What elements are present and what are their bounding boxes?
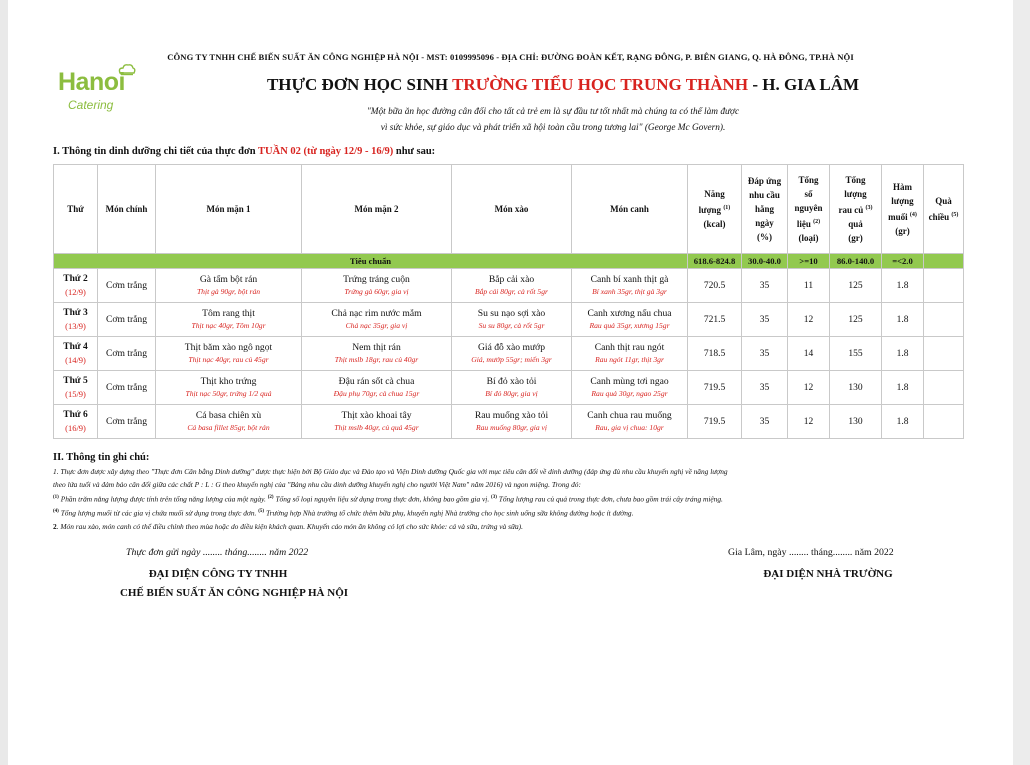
afternoon-snack-cell: [924, 371, 964, 405]
dish-cell-man1: [156, 269, 302, 303]
afternoon-snack-cell: [924, 269, 964, 303]
footnote-text: Tổng số loại nguyên liệu sử dụng trong thực đơn, không bao gồm gia vị.: [273, 494, 490, 504]
dish-cell-xao: [452, 337, 572, 371]
quote-line-1: "Một bữa ăn học đường cân đối cho tất cả trẻ em là sự đầu tư tốt nhất mà chúng ta có thể làm được: [366, 107, 740, 117]
company-name-signature: CHẾ BIẾN SUẤT ĂN CÔNG NGHIỆP HÀ NỘI: [119, 587, 349, 599]
dish-cell-man2: [302, 405, 452, 439]
dish-name: Canh mùng tơi ngao: [590, 376, 669, 387]
value-ingredients: 14: [788, 337, 830, 371]
standard-snack: [924, 254, 964, 269]
dish-cell-xao: [452, 371, 572, 405]
logo-word: Hanoi: [58, 68, 125, 96]
dish-name: Tôm rang thịt: [202, 308, 255, 319]
dish-name: Cá basa chiên xù: [195, 410, 262, 421]
menu-table: [53, 164, 964, 439]
footnote-mark: (1): [53, 495, 59, 500]
dish-cell-canh: [572, 337, 688, 371]
dish-name: Chả nạc rim nước mắm: [331, 308, 422, 319]
dish-name: Su su nạo sợi xào: [477, 308, 546, 319]
value-veg: 130: [830, 405, 882, 439]
dish-ingredients: Rau ngót 11gr, thịt 3gr: [595, 355, 664, 364]
standard-percent: 30.0-40.0: [742, 254, 788, 269]
viewer-background-edge: [1013, 0, 1030, 765]
dish-name: Bắp cải xào: [488, 274, 535, 285]
header-text: Hàm: [893, 182, 912, 192]
dish-name: Rau muống xào tỏi: [474, 410, 549, 421]
dish-cell-xao: [452, 303, 572, 337]
standard-veg: 86.0-140.0: [830, 254, 882, 269]
day-date: (13/9): [65, 321, 86, 331]
page-title: [188, 75, 938, 95]
header-text: quả: [848, 219, 863, 229]
col-header-man1: Món mặn 1: [156, 165, 302, 254]
note-number: 2: [53, 521, 57, 531]
dish-cell-man2: [302, 269, 452, 303]
value-salt: 1.8: [882, 371, 924, 405]
footnote-mark: (5): [951, 212, 959, 218]
dish-ingredients: Đậu phụ 70gr, cà chua 15gr: [333, 389, 420, 398]
header-text: ngày: [755, 218, 774, 228]
dish-ingredients: Bí xanh 35gr, thịt gà 3gr: [592, 287, 667, 296]
header-text: Năng: [704, 189, 725, 199]
dish-name: Trứng tráng cuộn: [343, 274, 410, 285]
note-footnotes-1-3: [53, 491, 953, 505]
note-2: [53, 520, 953, 533]
day-cell: [54, 269, 98, 303]
header-text: (gr): [895, 226, 910, 236]
header-text: nguyên: [794, 203, 823, 213]
col-header-xao: Món xào: [452, 165, 572, 254]
day-name: Thứ 6: [63, 410, 88, 420]
dish-cell-man1: [156, 405, 302, 439]
footnote-mark: (3): [491, 495, 497, 500]
value-percent: 35: [742, 269, 788, 303]
dish-ingredients: Thịt nạc 40gr, rau củ 45gr: [188, 355, 269, 364]
day-date: (15/9): [65, 389, 86, 399]
dish-ingredients: Cá basa fillet 85gr, bột rán: [187, 423, 270, 432]
section-2-heading: II. Thông tin ghi chú:: [53, 452, 150, 463]
dish-ingredients: Bắp cải 80gr, cà rốt 5gr: [475, 287, 548, 296]
dish-cell-man2: [302, 371, 452, 405]
document-page: [8, 0, 1013, 765]
dish-name: Gà tẩm bột rán: [199, 274, 258, 285]
chef-hat-icon: [118, 64, 136, 76]
dish-name: Canh xương nấu chua: [587, 308, 672, 319]
footnote-text: Phần trăm năng lượng được tính trên tổng năng lượng của một ngày.: [58, 494, 266, 504]
day-name: Thứ 2: [63, 274, 88, 284]
value-percent: 35: [742, 303, 788, 337]
value-energy: 719.5: [688, 371, 742, 405]
col-header-percent: [742, 165, 788, 254]
col-header-salt: [882, 165, 924, 254]
day-date: (16/9): [65, 423, 86, 433]
header-text: Đáp ứng: [747, 176, 782, 186]
value-energy: 719.5: [688, 405, 742, 439]
header-text: (%): [757, 232, 772, 242]
value-percent: 35: [742, 337, 788, 371]
menu-day-row: [54, 405, 964, 439]
header-text: [882, 208, 923, 224]
value-veg: 130: [830, 371, 882, 405]
note-1-line-a: 1. Thực đơn được xây dựng theo "Thực đơn Cân bằng Dinh dưỡng" được thực hiện bởi Bộ Giáo dục và Đào tạo và Viện Dinh dưỡng Quốc gia với mục tiêu cân đối về dinh dưỡng (đáp ứng đủ nhu cầu khuyến nghị về năng lượng: [53, 467, 728, 476]
dish-cell-man1: [156, 371, 302, 405]
dish-cell-man1: [156, 303, 302, 337]
value-ingredients: 12: [788, 371, 830, 405]
footnote-mark: (4): [53, 509, 59, 515]
day-cell: [54, 303, 98, 337]
dish-ingredients: Rau muống 80gr, gia vị: [475, 423, 548, 432]
dish-cell-xao: [452, 405, 572, 439]
value-salt: 1.8: [882, 303, 924, 337]
header-text: Tổng: [845, 175, 866, 185]
dish-cell-man1: [156, 337, 302, 371]
value-salt: 1.8: [882, 337, 924, 371]
day-cell: [54, 337, 98, 371]
notes-block: [53, 465, 953, 533]
main-dish: Cơm trắng: [98, 269, 156, 303]
dish-cell-canh: [572, 405, 688, 439]
dish-cell-man2: [302, 303, 452, 337]
dish-ingredients: Chả nạc 35gr, gia vị: [345, 321, 408, 330]
footnote-mark: (2): [267, 495, 274, 500]
footnote-text: Tổng lượng rau củ quả trong thực đơn, chưa bao gồm trái cây tráng miệng.: [496, 494, 723, 504]
header-text: [688, 201, 741, 217]
dish-name: Canh bí xanh thịt gà: [590, 274, 669, 285]
dish-cell-xao: [452, 269, 572, 303]
afternoon-snack-cell: [924, 405, 964, 439]
header-text-part: Quà chiều: [928, 196, 952, 222]
dish-name: Bí đỏ xào tỏi: [486, 376, 537, 387]
section-1-suffix: như sau:: [393, 146, 436, 157]
main-dish: Cơm trắng: [98, 337, 156, 371]
header-text-part: rau củ: [838, 205, 864, 215]
value-salt: 1.8: [882, 405, 924, 439]
dish-cell-man2: [302, 337, 452, 371]
title-suffix: - H. GIA LÂM: [748, 75, 860, 94]
standard-ingredients: >=10: [788, 254, 830, 269]
value-ingredients: 12: [788, 303, 830, 337]
company-info-line: CÔNG TY TNHH CHẾ BIẾN SUẤT ĂN CÔNG NGHIỆP HÀ NỘI - MST: 0109995096 - ĐỊA CHỈ: ĐƯỜNG ĐOÀN KẾT, RẠNG ĐÔNG, P. BIÊN GIANG, Q. HÀ ĐÔNG, TP.HÀ NỘI: [167, 52, 854, 62]
header-text: lượng: [844, 189, 867, 199]
company-representative-title: ĐẠI DIỆN CÔNG TY TNHH: [148, 568, 288, 580]
value-salt: 1.8: [882, 269, 924, 303]
section-1-heading: [53, 146, 435, 157]
value-ingredients: 11: [788, 269, 830, 303]
note-text: . Món rau xào, món canh có thể điều chỉnh theo mùa hoặc do điều kiện khách quan. Khuyến cáo món ăn không có lợi cho sức khỏe: cá và sữa, trứng và sữa).: [56, 521, 523, 531]
value-ingredients: 12: [788, 405, 830, 439]
day-name: Thứ 3: [63, 308, 88, 318]
logo-subtitle: Catering: [68, 98, 114, 112]
col-header-energy: [688, 165, 742, 254]
afternoon-snack-cell: [924, 337, 964, 371]
dish-name: Thịt xào khoai tây: [341, 410, 412, 421]
footnote-mark: (4): [909, 212, 917, 218]
standard-salt: =<2.0: [882, 254, 924, 269]
dish-cell-canh: [572, 269, 688, 303]
dish-ingredients: Rau, gia vị chua: 10gr: [595, 423, 664, 432]
standard-label: Tiêu chuẩn: [54, 254, 688, 269]
header-text: số: [804, 189, 813, 199]
footnote-text: Tổng lượng muối từ các gia vị chứa muối sử dụng trong thực đơn.: [58, 508, 257, 518]
dish-name: Giá đỗ xào mướp: [477, 342, 546, 353]
day-cell: [54, 371, 98, 405]
dish-ingredients: Su su 80gr, cà rốt 5gr: [478, 321, 545, 330]
value-veg: 125: [830, 303, 882, 337]
dish-ingredients: Thịt mslb 18gr, rau củ 40gr: [334, 355, 419, 364]
dish-ingredients: Thịt nạc 40gr, Tôm 10gr: [191, 321, 266, 330]
value-percent: 35: [742, 371, 788, 405]
header-text-part: muối: [888, 212, 908, 222]
note-1-line-b: theo lứa tuổi và đảm bảo cân đối giữa các chất P : L : G theo khuyến nghị của "Bảng nhu cầu dinh dưỡng khuyến nghị cho người Việt Nam" năm 2016) và ngon miệng. Trong đó:: [53, 480, 581, 489]
col-header-afternoon-snack: [924, 165, 964, 254]
dish-name: Thịt băm xào ngô ngọt: [184, 342, 273, 353]
day-cell: [54, 405, 98, 439]
header-text-part: liệu: [796, 219, 811, 229]
value-energy: 720.5: [688, 269, 742, 303]
dish-ingredients: Rau quả 35gr, xương 15gr: [589, 321, 670, 330]
dish-ingredients: Trứng gà 60gr, gia vị: [344, 287, 409, 296]
dish-name: Thịt kho trứng: [200, 376, 257, 387]
header-text: (loại): [798, 233, 819, 243]
value-veg: 125: [830, 269, 882, 303]
main-dish: Cơm trắng: [98, 371, 156, 405]
main-dish: Cơm trắng: [98, 303, 156, 337]
menu-day-row: [54, 269, 964, 303]
col-header-canh: Món canh: [572, 165, 688, 254]
value-energy: 721.5: [688, 303, 742, 337]
footnote-text: Trường hợp Nhà trường tổ chức thêm bữa phụ, khuyến nghị Nhà trường cho học sinh uống sữa không đường hoặc ít đường.: [264, 508, 634, 518]
dish-ingredients: Giá, mướp 55gr; miến 3gr: [471, 355, 552, 364]
value-energy: 718.5: [688, 337, 742, 371]
day-date: (12/9): [65, 287, 86, 297]
col-header-ingredients: [788, 165, 830, 254]
standard-row: [54, 254, 964, 269]
header-text: lượng: [891, 196, 914, 206]
dish-ingredients: Thịt mslb 40gr, củ quả 45gr: [334, 423, 419, 432]
value-percent: 35: [742, 405, 788, 439]
header-text: [830, 201, 881, 217]
menu-day-row: [54, 337, 964, 371]
dish-name: Canh thịt rau ngót: [594, 342, 665, 353]
afternoon-snack-cell: [924, 303, 964, 337]
header-text: nhu cầu: [749, 190, 780, 200]
header-text: hằng: [754, 204, 774, 214]
day-name: Thứ 4: [63, 342, 88, 352]
footnote-mark: (1): [723, 205, 731, 211]
footnote-mark: (3): [865, 205, 873, 211]
day-name: Thứ 5: [63, 376, 88, 386]
header-text: (kcal): [703, 219, 726, 229]
main-dish: Cơm trắng: [98, 405, 156, 439]
company-date-line: Thực đơn gửi ngày ........ tháng........ năm 2022: [126, 547, 309, 558]
footnote-mark: (2): [813, 219, 821, 225]
dish-ingredients: Bí đỏ 80gr, gia vị: [485, 389, 538, 398]
footnote-mark: (5): [258, 509, 265, 515]
dish-cell-canh: [572, 303, 688, 337]
col-header-main: Món chính: [98, 165, 156, 254]
quote: [258, 104, 848, 136]
dish-cell-canh: [572, 371, 688, 405]
dish-ingredients: Thịt gà 90gr, bột rán: [196, 287, 261, 296]
hanoi-catering-logo: [58, 68, 158, 118]
school-representative-title: ĐẠI DIỆN NHÀ TRƯỜNG: [763, 568, 893, 580]
note-footnotes-4-5: [53, 505, 953, 519]
header-text-part: lượng: [698, 205, 722, 215]
dish-ingredients: Thịt nạc 50gr, trứng 1/2 quả: [185, 389, 272, 398]
quote-line-2: vì sức khỏe, sự giáo dục và phát triển xã hội toàn cầu trong tương lai" (George Mc Govern).: [380, 123, 726, 133]
title-school: TRƯỜNG TIỂU HỌC TRUNG THÀNH: [452, 75, 749, 94]
value-veg: 155: [830, 337, 882, 371]
title-prefix: THỰC ĐƠN HỌC SINH: [266, 75, 453, 94]
dish-name: Canh chua rau muống: [587, 410, 672, 421]
col-header-man2: Món mặn 2: [302, 165, 452, 254]
day-date: (14/9): [65, 355, 86, 365]
dish-ingredients: Rau quả 30gr, ngao 25gr: [591, 389, 668, 398]
section-1-prefix: I. Thông tin dinh dưỡng chi tiết của thực đơn: [53, 146, 259, 157]
col-header-thu: Thứ: [54, 165, 98, 254]
menu-day-row: [54, 371, 964, 405]
dish-name: Nem thịt rán: [352, 342, 401, 353]
school-date-line: Gia Lâm, ngày ........ tháng........ năm 2022: [728, 547, 894, 558]
section-1-week: TUẦN 02 (từ ngày 12/9 - 16/9): [258, 146, 394, 157]
header-text: Tổng: [798, 175, 819, 185]
standard-energy: 618.6-824.8: [688, 254, 742, 269]
header-text: [788, 215, 829, 231]
header-text: (gr): [848, 233, 863, 243]
menu-day-row: [54, 303, 964, 337]
dish-name: Đậu rán sốt cà chua: [338, 376, 415, 387]
col-header-veg: [830, 165, 882, 254]
